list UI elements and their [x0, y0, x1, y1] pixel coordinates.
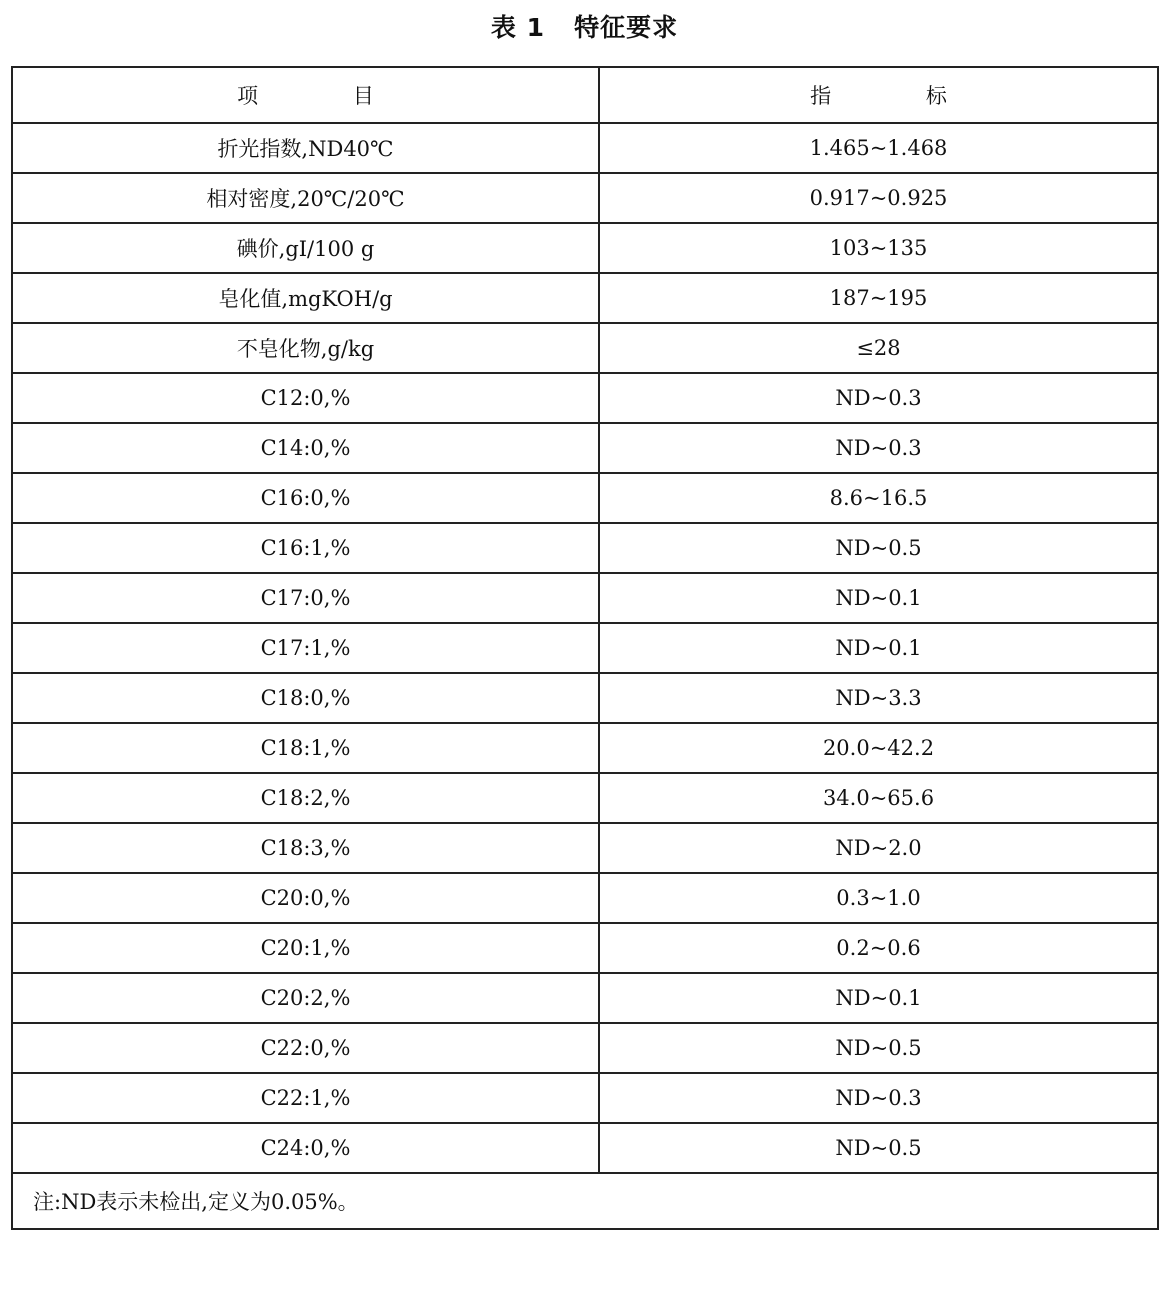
cell-item: 不皂化物,g/kg	[12, 323, 599, 373]
cell-item: C14:0,%	[12, 423, 599, 473]
cell-item: C20:0,%	[12, 873, 599, 923]
cell-spec: 34.0~65.6	[599, 773, 1158, 823]
header-item	[12, 67, 599, 123]
cell-item: C12:0,%	[12, 373, 599, 423]
cell-spec: ND~2.0	[599, 823, 1158, 873]
table-row	[12, 323, 1158, 373]
table-note: 注:ND表示未检出,定义为0.05%。	[12, 1173, 1158, 1229]
cell-spec: 1.465~1.468	[599, 123, 1158, 173]
cell-spec: 8.6~16.5	[599, 473, 1158, 523]
cell-item: C17:0,%	[12, 573, 599, 623]
cell-item: C18:0,%	[12, 673, 599, 723]
cell-spec: 20.0~42.2	[599, 723, 1158, 773]
cell-item: C16:0,%	[12, 473, 599, 523]
cell-spec: ND~0.3	[599, 373, 1158, 423]
cell-spec: ND~0.1	[599, 573, 1158, 623]
cell-spec: ND~3.3	[599, 673, 1158, 723]
table-row	[12, 223, 1158, 273]
header-spec	[599, 67, 1158, 123]
cell-spec: 103~135	[599, 223, 1158, 273]
cell-item: C24:0,%	[12, 1123, 599, 1173]
cell-item: C18:2,%	[12, 773, 599, 823]
cell-item: C22:0,%	[12, 1023, 599, 1073]
cell-item: C18:3,%	[12, 823, 599, 873]
cell-spec: ND~0.5	[599, 1023, 1158, 1073]
cell-spec: 0.3~1.0	[599, 873, 1158, 923]
table-row	[12, 273, 1158, 323]
table-note-row	[12, 1173, 1158, 1229]
table-row	[12, 573, 1158, 623]
table-row	[12, 673, 1158, 723]
cell-item: C20:1,%	[12, 923, 599, 973]
cell-item: C16:1,%	[12, 523, 599, 573]
cell-item: C20:2,%	[12, 973, 599, 1023]
table-row	[12, 1073, 1158, 1123]
table-row	[12, 823, 1158, 873]
cell-spec: ND~0.1	[599, 623, 1158, 673]
cell-spec: ≤28	[599, 323, 1158, 373]
table-row	[12, 973, 1158, 1023]
table-row	[12, 773, 1158, 823]
table-row	[12, 423, 1158, 473]
characteristics-table	[11, 66, 1159, 1230]
cell-spec: ND~0.1	[599, 973, 1158, 1023]
cell-item: 碘价,gI/100 g	[12, 223, 599, 273]
cell-item: C22:1,%	[12, 1073, 599, 1123]
cell-spec: ND~0.3	[599, 423, 1158, 473]
cell-item: 皂化值,mgKOH/g	[12, 273, 599, 323]
table-row	[12, 1123, 1158, 1173]
table-row	[12, 923, 1158, 973]
cell-item: 相对密度,20℃/20℃	[12, 173, 599, 223]
table-row	[12, 873, 1158, 923]
cell-item: C18:1,%	[12, 723, 599, 773]
table-header-row	[12, 67, 1158, 123]
table-row	[12, 523, 1158, 573]
header-spec-label: 指 标	[810, 84, 991, 108]
table-row	[12, 173, 1158, 223]
table-row	[12, 1023, 1158, 1073]
cell-spec: 0.917~0.925	[599, 173, 1158, 223]
cell-spec: ND~0.5	[599, 523, 1158, 573]
cell-spec: ND~0.5	[599, 1123, 1158, 1173]
cell-item: C17:1,%	[12, 623, 599, 673]
table-title: 表 1 特征要求	[490, 13, 679, 42]
cell-spec: 0.2~0.6	[599, 923, 1158, 973]
header-item-label: 项 目	[237, 84, 418, 108]
cell-item: 折光指数,ND40℃	[12, 123, 599, 173]
table-row	[12, 473, 1158, 523]
table-row	[12, 373, 1158, 423]
table-row	[12, 723, 1158, 773]
table-row	[12, 623, 1158, 673]
table-row	[12, 123, 1158, 173]
cell-spec: 187~195	[599, 273, 1158, 323]
cell-spec: ND~0.3	[599, 1073, 1158, 1123]
